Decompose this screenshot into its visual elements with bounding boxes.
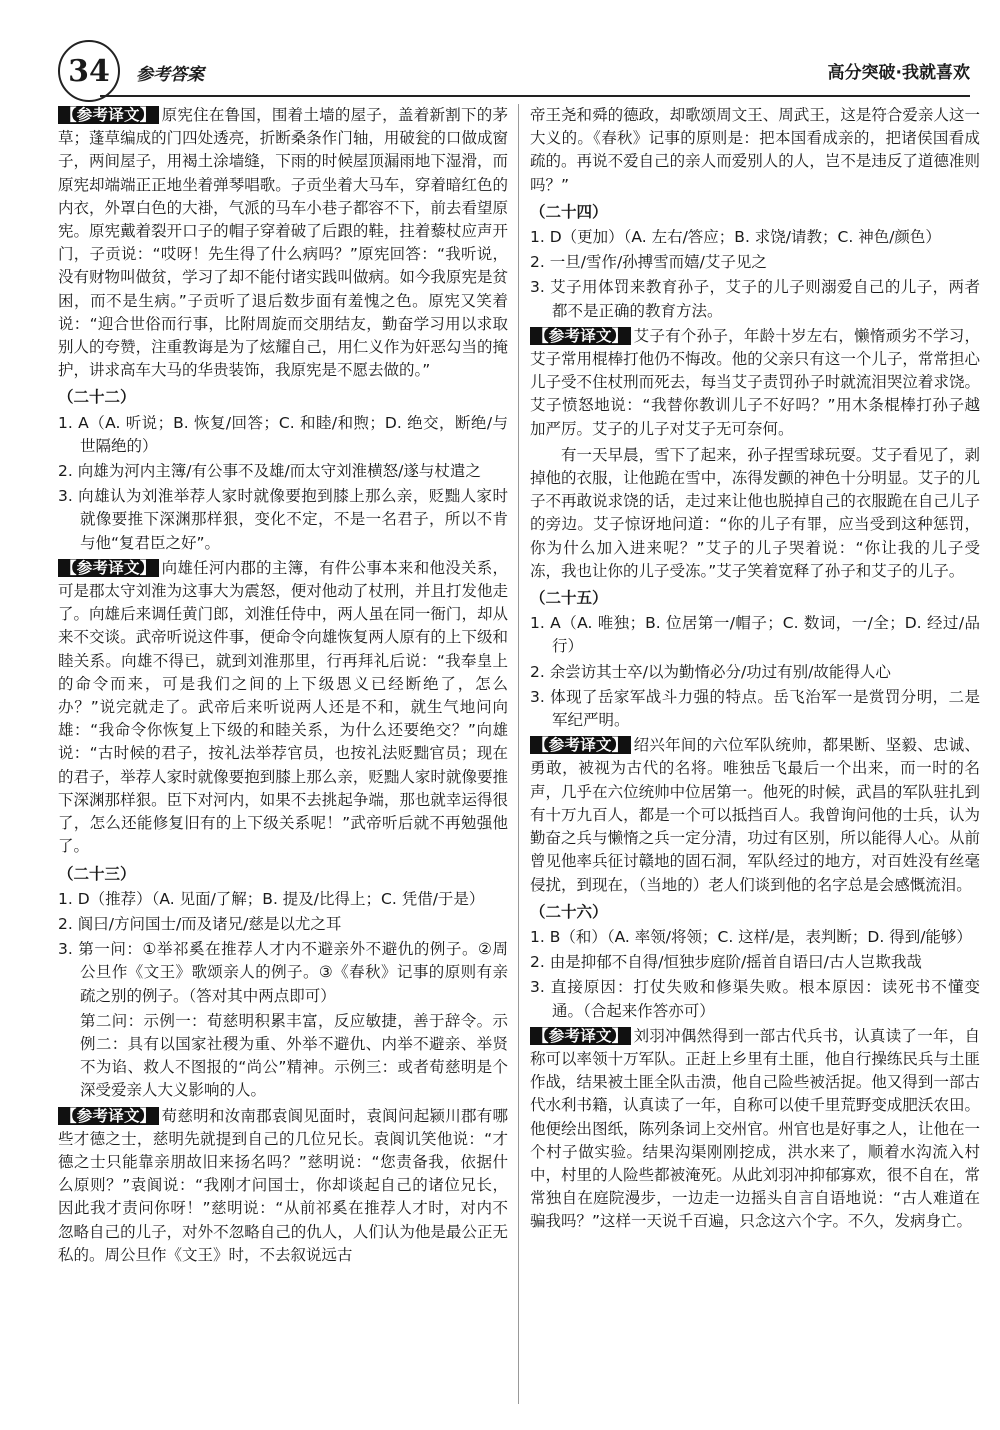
- translation-tag: 【参考译文】: [58, 559, 159, 577]
- translation-paragraph-continued: 帝王尧和舜的德政，却歌颂周文王、周武王，这是符合爱亲人这一大义的。《春秋》记事的原则是：把本国看成亲的，把诸侯国看成疏的。再说不爱自己的亲人而爱别人的人，岂不是违反了道德准则吗？”: [530, 106, 980, 194]
- section-title: （二十二）: [58, 388, 136, 407]
- translation-paragraph: 【参考译文】 绍兴年间的六位军队统帅，都果断、坚毅、忠诚、勇敢，被视为古代的名将。唯独岳飞最后一个出来，而一时的名声，几乎在六位统帅中位居第一。他死的时候，武昌的军队驻扎到有十万九百人，都是一个可以抵挡百人。我曾询问他的士兵，认为勤奋之兵与懒惰之兵一定分清，功过有区别，所以能得人心。从前曾见他率兵征讨赣地的固石洞，军队经过的地方，对百姓没有丝毫侵扰，到现在，（当地的）老人们谈到他的名字总是会感慨流泪。: [530, 736, 980, 894]
- translation-tag: 【参考译文】: [530, 327, 631, 345]
- page-header: [40, 40, 970, 102]
- answer-item: 1. D（更加）（A. 左右/答应；B. 求饶/请教；C. 神色/颜色）: [530, 228, 941, 247]
- section-title: （二十六）: [530, 902, 608, 921]
- answer-item: 3. 向雄认为刘淮举荐人家时就像要抱到膝上那么亲，贬黜人家时就像要推下深渊那样狠，变化不定，不是一名君子，所以不肯与他“复君臣之好”。: [58, 487, 508, 552]
- translation-paragraph: 【参考译文】 荀慈明和汝南郡袁阆见面时，袁阆问起颍川郡有哪些才德之士，慈明先就提到自己的几位兄长。袁阆讥笑他说：“才德之士只能靠亲朋故旧来扬名吗？”慈明说：“您责备我，依据什么原则？”袁阆说：“我刚才问国士，你却谈起自己的诸位兄长，因此我才责问你呀！”慈明说：“从前祁奚在推荐人才时，对内不忽略自己的儿子，对外不忽略自己的仇人，人们认为他是最公正无私的。周公旦作《文王》时，不去叙说远古: [58, 1106, 508, 1264]
- header-title: 高分突破·我就喜欢: [827, 63, 970, 83]
- answer-item-continued: 第二问：示例一：荀慈明积累丰富，反应敏捷，善于辞令。示例二：具有以国家社稷为重、外举不避仇、内举不避亲、举贤不为谄、救人不图报的“尚公”精神。示例三：或者荀慈明是个深受爱亲人大义影响的人。: [80, 1011, 508, 1100]
- answer-item: 3. 第一问：①举祁奚在推荐人才内不避亲外不避仇的例子。②周公旦作《文王》歌颂亲人的例子。③《春秋》记事的原则有亲疏之别的例子。（答对其中两点即可）: [58, 940, 508, 1005]
- translation-paragraph: 【参考译文】 艾子有个孙子，年龄十岁左右，懒惰顽劣不学习，艾子常用棍棒打他仍不悔改。他的父亲只有这一个儿子，常常担心儿子受不住杖刑而死去，每当艾子责罚孙子时就流泪哭泣着求饶。艾子愤怒地说：“我替你教训儿子不好吗？”用木条棍棒打孙子越加严厉。艾子的儿子对艾子无可奈何。: [530, 326, 980, 438]
- header-label: 参考答案: [136, 65, 204, 85]
- answer-item: 2. 余尝访其士卒/以为勤惰必分/功过有别/故能得人心: [530, 662, 891, 681]
- header-rule: [100, 95, 970, 97]
- left-column: [58, 104, 508, 1424]
- translation-tag: 【参考译文】: [530, 1027, 631, 1045]
- answer-item: 1. B（和）（A. 率领/将领；C. 这样/是，表判断；D. 得到/能够）: [530, 927, 972, 946]
- section-title: （二十四）: [530, 202, 608, 221]
- translation-paragraph: 有一天早晨，雪下了起来，孙子捏雪球玩耍。艾子看见了，剥掉他的衣服，让他跪在雪中，冻得发颤的神色十分明显。艾子的儿子不再敢说求饶的话，走过来让他也脱掉自己的衣服跪在自己儿子的旁边。艾子惊讶地问道：“你的儿子有罪，应当受到这种惩罚，你为什么加入进来呢？”艾子的儿子哭着说：“你让我的儿子受冻，我也让你的儿子受冻。”艾子笑着宽释了孙子和艾子的儿子。: [530, 445, 980, 580]
- translation-paragraph: 【参考译文】 刘羽冲偶然得到一部古代兵书，认真读了一年，自称可以率领十万军队。正赶上乡里有土匪，他自行操练民兵与土匪作战，结果被土匪全队击溃，他自己险些被活捉。他又得到一部古代水利书籍，认真读了一年，自称可以使千里荒野变成肥沃农田。他便绘出图纸，陈列条词上交州官。州官也是好事之人，让他在一个村子做实验。结果沟渠刚刚挖成，洪水来了，顺着水沟流入村中，村里的人险些都被淹死。从此刘羽冲抑郁寡欢，很不自在，常常独自在庭院漫步，一边走一边摇头自言自语地说：“古人难道在骗我吗？”这样一天说千百遍，只念这六个字。不久，发病身亡。: [530, 1026, 980, 1231]
- section-title: （二十五）: [530, 589, 608, 608]
- answer-item: 3. 直接原因：打仗失败和修渠失败。根本原因：读死书不懂变通。（合起来作答亦可）: [530, 978, 980, 1020]
- translation-paragraph: 【参考译文】 原宪住在鲁国，围着土墙的屋子，盖着新割下的茅草；蓬草编成的门四处透亮，折断桑条作门轴，用破瓮的口做成窗子，两间屋子，用褐土涂墙缝，下雨的时候屋顶漏雨地下湿滑，而原宪却端端正正地坐着弹琴唱歌。子贡坐着大马车，穿着暗红色的内衣，外罩白色的大褂，气派的马车小巷子都容不下，前去看望原宪。原宪戴着裂开口子的帽子穿着破了后跟的鞋，拄着藜杖应声开门，子贡说：“哎呀！先生得了什么病吗？”原宪回答：“我听说，没有财物叫做贫，学习了却不能付诸实践叫做病。如今我原宪是贫困，而不是生病。”子贡听了退后数步面有羞愧之色。原宪又笑着说：“迎合世俗而行事，比附周旋而交朋结友，勤奋学习用以求取别人的夸赞，注重教诲是为了炫耀自己，用仁义作为奸恶勾当的掩护，讲求高车大马的华贵装饰，我原宪是不愿去做的。”: [58, 106, 508, 380]
- translation-paragraph: 【参考译文】 向雄任河内郡的主簿，有件公事本来和他没关系，可是郡太守刘淮为这事大为震怒，便对他动了杖刑，并且打发他走了。向雄后来调任黄门郎，刘淮任侍中，两人虽在同一衙门，却从来不交谈。武帝听说这件事，便命令向雄恢复两人原有的上下级和睦关系。向雄不得已，就到刘淮那里，行再拜礼后说：“我奉皇上的命令而来，可是我们之间的上下级恩义已经断绝了，怎么办？”说完就走了。武帝后来听说两人还是不和，就生气地问向雄：“我命令你恢复上下级的和睦关系，为什么还要绝交？”向雄说：“古时候的君子，按礼法举荐官员，也按礼法贬黜官员；现在的君子，举荐人家时就像要抱到膝上那么亲，贬黜人家时就像要推下深渊那样狠。臣下对河内，如果不去挑起争端，那也就幸运得很了，怎么还能修复旧有的上下级关系呢！”武帝听后就不再勉强他了。: [58, 558, 508, 856]
- translation-tag: 【参考译文】: [58, 1107, 159, 1125]
- answer-item: 2. 阆曰/方问国士/而及诸兄/慈是以尤之耳: [58, 914, 342, 933]
- translation-tag: 【参考译文】: [58, 106, 159, 124]
- answer-item: 3. 体现了岳家军战斗力强的特点。岳飞治军一是赏罚分明，二是军纪严明。: [530, 687, 980, 730]
- answer-item: 2. 向雄为河内主簿/有公事不及雄/而太守刘淮横怒/遂与杖遣之: [58, 462, 481, 481]
- column-divider: [518, 104, 519, 1404]
- answer-item: 1. D（推荐）（A. 见面/了解；B. 提及/比得上；C. 凭借/于是）: [58, 889, 485, 908]
- answer-item: 1. A（A. 唯独；B. 位居第一/帽子；C. 数词，一/全；D. 经过/品行）: [530, 614, 980, 656]
- answer-item: 3. 艾子用体罚来教育孙子，艾子的儿子则溺爱自己的儿子，两者都不是正确的教育方法。: [530, 278, 980, 320]
- answer-item: 2. 由是抑郁不自得/恒独步庭阶/摇首自语曰/古人岂欺我哉: [530, 953, 922, 972]
- translation-tag: 【参考译文】: [530, 736, 631, 754]
- section-title: （二十三）: [58, 864, 136, 883]
- answer-item: 2. 一旦/雪作/孙搏雪而嬉/艾子见之: [530, 253, 767, 272]
- page-number: 34: [58, 40, 120, 102]
- answer-item: 1. A（A. 听说；B. 恢复/回答；C. 和睦/和煦；D. 绝交，断绝/与世隔绝的）: [58, 413, 508, 455]
- right-column: [530, 104, 980, 1424]
